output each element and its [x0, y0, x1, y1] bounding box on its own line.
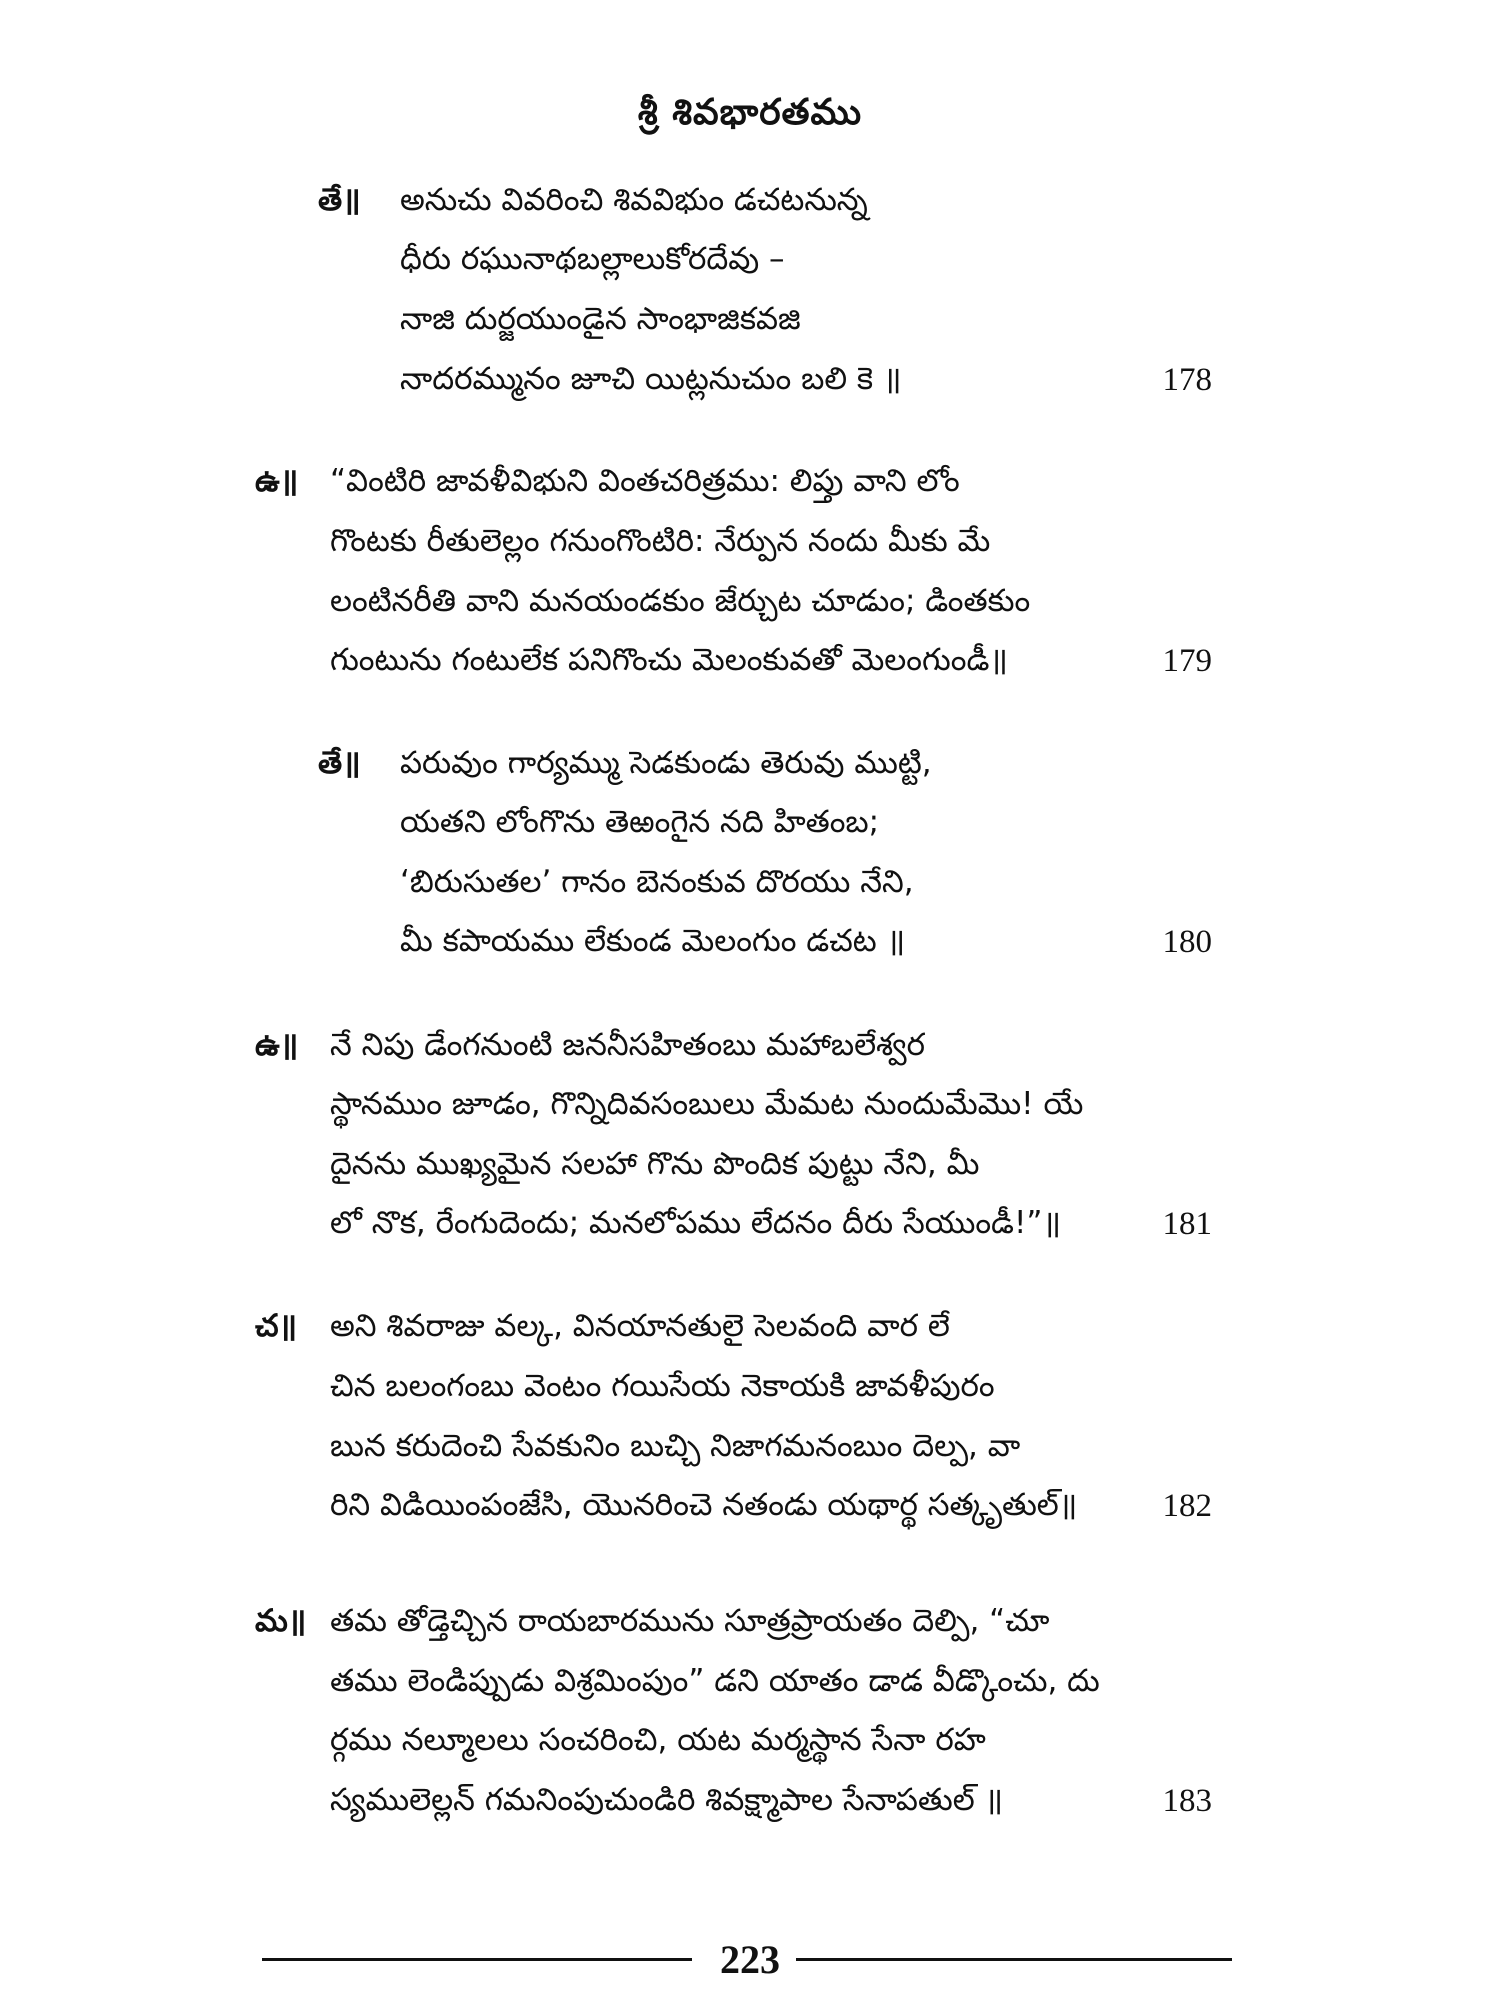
- verse-line: లంటినరీతి వాని మనయండకుం జేర్చుట చూడుం; డింతకుం: [330, 583, 1031, 619]
- meter-label: ఉ॥: [255, 1027, 299, 1063]
- meter-label: మ॥: [255, 1603, 307, 1639]
- verse-line: స్థానముం జూడం, గొన్నిదివసంబులు మేమట నుందుమేమొ! యే: [330, 1086, 1084, 1122]
- meter-label: ఉ॥: [255, 463, 299, 499]
- verse-line: మీ కపాయము లేకుండ మెలంగుం డచట ॥: [400, 923, 906, 959]
- verse-line: తము లెండిప్పుడు విశ్రమింపుం” డని యాతం డాడ వీడ్కొంచు, దు: [330, 1663, 1100, 1699]
- verse-line: బున కరుదెంచి సేవకునిం బుచ్చి నిజాగమనంబుం దెల్ప, వా: [330, 1428, 1021, 1464]
- verse-line: తమ తోడ్తెచ్చిన రాయబారమును సూత్రప్రాయతం దెల్పి, “చూ: [330, 1603, 1050, 1639]
- verse-line: నే నిపు డేంగనుంటి జననీసహితంబు మహాబలేశ్వర: [330, 1027, 925, 1063]
- verse-line: నాజి దుర్జయుండైన సాంభాజికవజి: [400, 301, 801, 337]
- verse-line: అని శివరాజు వల్క, వినయానతులై సెలవంది వార లే: [330, 1308, 950, 1344]
- verse-line: ధీరు రఘునాథబల్లాలుకోరదేవు –: [400, 241, 785, 277]
- verse-line: “వింటిరి జావళీవిభుని వింతచరిత్రము: లిప్తు వాని లోం: [330, 463, 960, 499]
- running-header: శ్రీ శివభారతము: [637, 92, 863, 133]
- verse-line: లో నొక, రేంగుదెందు; మనలోపము లేదనం దీరు సేయుండీ!”॥: [330, 1205, 1062, 1241]
- verse-line: నాదరమ్మునం జూచి యిట్లనుచుం బలి కె ॥: [400, 361, 902, 397]
- verse-number: 179: [1162, 643, 1212, 679]
- verse-line: స్యములెల్లన్ గమనింపుచుండిరి శివక్ష్మాపాల సేనాపతుల్ ॥: [330, 1782, 1004, 1818]
- verse-line: యతని లోంగొను తెఱంగైన నది హితంబ;: [400, 804, 880, 840]
- meter-label: చ॥: [255, 1308, 298, 1344]
- verse-line: అనుచు వివరించి శివవిభుం డచటనున్న: [400, 182, 868, 218]
- verse-number: 181: [1162, 1206, 1212, 1242]
- page-number: 223: [720, 1937, 780, 1982]
- verse-number: 178: [1162, 362, 1212, 398]
- page-footer: [0, 1930, 1500, 1990]
- verse-line: రిని విడియింపంజేసి, యొనరించె నతండు యథార్థ సత్కృతుల్॥: [330, 1487, 1078, 1523]
- verse-line: ర్గము నల్మూలలు సంచరించి, యట మర్మస్థాన సేనా రహ: [330, 1722, 986, 1758]
- verse-number: 182: [1162, 1488, 1212, 1524]
- footer-rule-right: [796, 1958, 1232, 1961]
- verse-line: గొంటకు రీతులెల్లం గనుంగొంటిరి: నేర్పున నందు మీకు మే: [330, 523, 991, 559]
- verse-line: ‘బిరుసుతల’ గానం బెనంకువ దొరయు నేని,: [400, 864, 914, 900]
- meter-label: తే॥: [318, 182, 361, 218]
- verse-line: పరువుం గార్యమ్ము సెడకుండు తెరువు ముట్టి,: [400, 745, 932, 781]
- meter-label: తే॥: [318, 745, 361, 781]
- verse-line: చిన బలంగంబు వెంటం గయిసేయ నెకాయకి జావళీపురం: [330, 1368, 995, 1404]
- verse-number: 183: [1162, 1783, 1212, 1819]
- verse-line: దైనను ముఖ్యమైన సలహా గొను పొందిక పుట్టు నేని, మీ: [330, 1146, 980, 1182]
- verse-number: 180: [1162, 924, 1212, 960]
- verse-line: గుంటును గంటులేక పనిగొంచు మెలంకువతో మెలంగుండీ॥: [330, 642, 1008, 678]
